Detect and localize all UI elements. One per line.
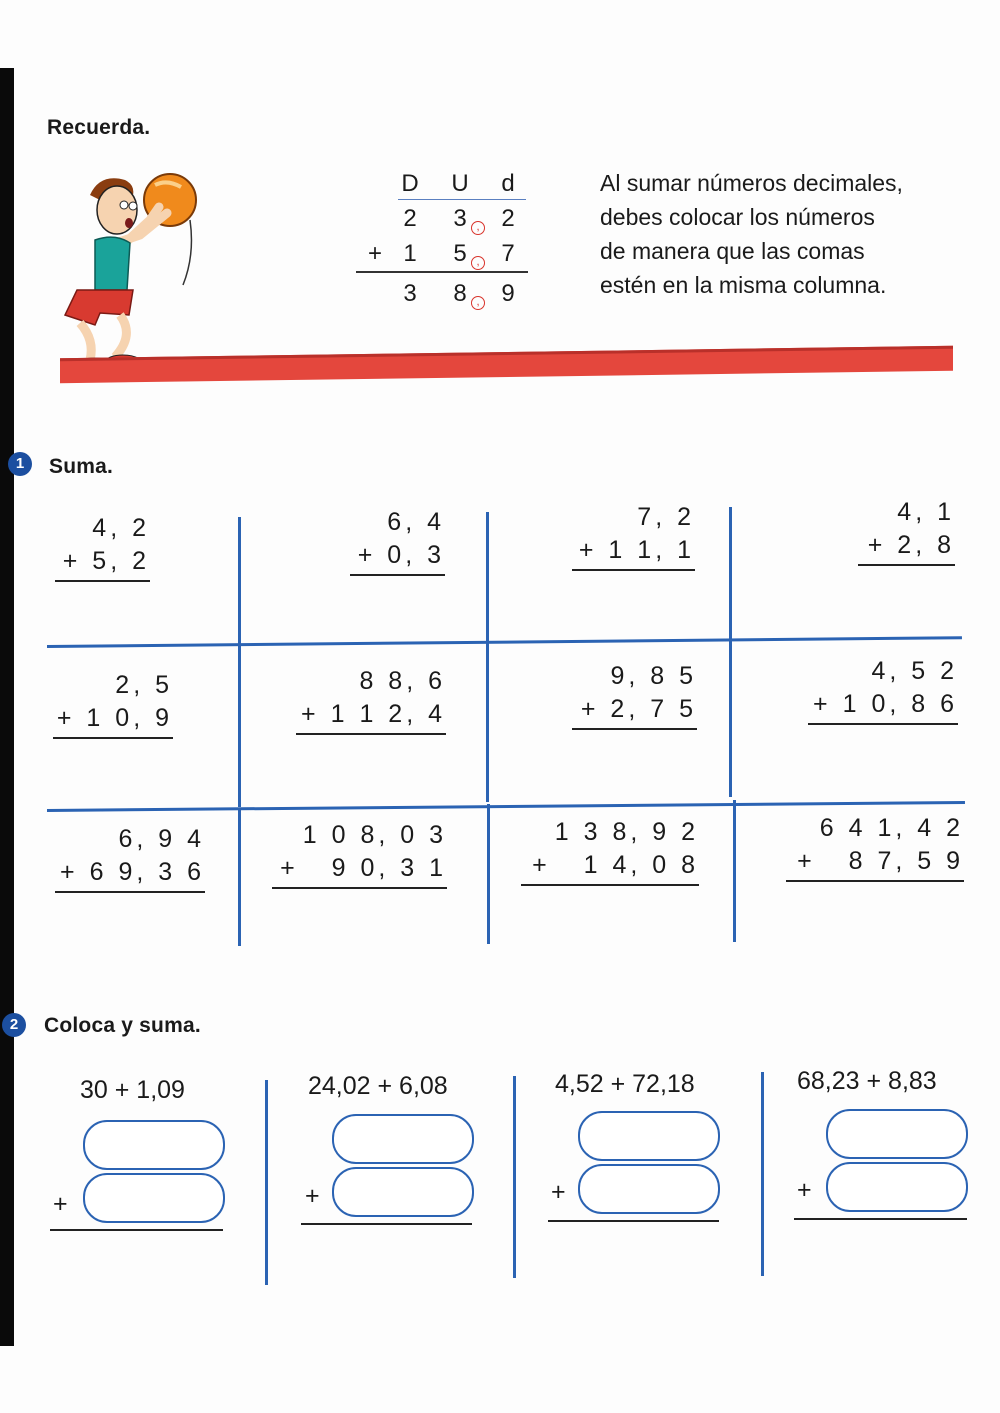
- plus-sign: +: [551, 1178, 566, 1206]
- addition-problem: [53, 669, 173, 739]
- page-binding-edge: [0, 68, 14, 1346]
- tip-line: estén en la misma columna.: [600, 272, 887, 298]
- sum-line: [350, 574, 445, 576]
- sum-line: [548, 1220, 719, 1222]
- addend-bottom: + 2, 8: [867, 531, 955, 559]
- example-result-digit: 3: [403, 280, 417, 307]
- sum-line: [301, 1223, 472, 1225]
- plus-sign: +: [797, 1176, 812, 1204]
- header-underline: [398, 199, 526, 200]
- addend-bottom: + 1 1 2, 4: [301, 700, 446, 728]
- addend-bottom: + 8 7, 5 9: [797, 847, 964, 875]
- answer-box-top[interactable]: [83, 1120, 225, 1170]
- addend-bottom: + 1 0, 8 6: [813, 690, 958, 718]
- answer-box-bottom[interactable]: [332, 1167, 474, 1217]
- grid-divider: [238, 808, 241, 946]
- example-digit: 1: [403, 240, 417, 267]
- addend-bottom: + 6 9, 3 6: [60, 858, 205, 886]
- answer-box-bottom[interactable]: [83, 1173, 225, 1223]
- sum-line: [808, 723, 958, 725]
- addend-top: 1 0 8, 0 3: [302, 821, 447, 849]
- comma-marker: ,: [471, 296, 485, 310]
- addition-problem: [808, 655, 958, 725]
- column-divider: [761, 1072, 764, 1276]
- sum-line: [521, 884, 699, 886]
- sum-line: [55, 580, 150, 582]
- exercise-number-badge: 1: [8, 452, 32, 476]
- example-digit: 2: [403, 205, 417, 232]
- grid-row-divider: [47, 801, 965, 812]
- addend-top: 6 4 1, 4 2: [819, 814, 964, 842]
- column-header-tenths: d: [501, 170, 515, 197]
- tip-line: de manera que las comas: [600, 238, 865, 264]
- addend-top: 6, 9 4: [118, 825, 205, 853]
- addition-problem: [572, 660, 697, 730]
- addend-top: 4, 5 2: [871, 657, 958, 685]
- example-digit: 3: [453, 205, 467, 232]
- addend-bottom: + 9 0, 3 1: [280, 854, 447, 882]
- answer-box-top[interactable]: [332, 1114, 474, 1164]
- column-divider: [513, 1076, 516, 1278]
- addend-bottom: + 0, 3: [357, 541, 445, 569]
- answer-box-top[interactable]: [578, 1111, 720, 1161]
- column-header-units: U: [451, 170, 469, 197]
- addition-problem: [786, 812, 964, 882]
- sum-line: [572, 728, 697, 730]
- answer-box-bottom[interactable]: [826, 1162, 968, 1212]
- example-plus-sign: +: [367, 240, 382, 267]
- grid-divider: [487, 804, 490, 944]
- column-divider: [265, 1080, 268, 1285]
- problem-expression: 30 + 1,09: [80, 1076, 185, 1104]
- addend-top: 4, 2: [92, 514, 150, 542]
- answer-box-bottom[interactable]: [578, 1164, 720, 1214]
- grid-divider: [238, 517, 241, 807]
- grid-divider: [486, 512, 489, 802]
- grid-row-divider: [47, 636, 962, 648]
- sum-line: [53, 737, 173, 739]
- addend-top: 7, 2: [637, 503, 695, 531]
- addition-problem: [55, 823, 205, 893]
- addition-problem: [296, 665, 446, 735]
- addend-top: 9, 8 5: [610, 662, 697, 690]
- example-digit: 2: [501, 205, 515, 232]
- addition-problem: [350, 506, 445, 576]
- exercise1-heading: Suma.: [49, 455, 114, 478]
- addend-top: 2, 5: [115, 671, 173, 699]
- example-sum-line: [356, 271, 528, 273]
- addition-problem: [55, 512, 150, 582]
- addend-bottom: + 1 1, 1: [578, 536, 695, 564]
- sum-line: [272, 887, 447, 889]
- boy-with-ball-illustration: [55, 165, 205, 380]
- addition-problem: [858, 496, 955, 566]
- addition-problem: [572, 501, 695, 571]
- sum-line: [296, 733, 446, 735]
- comma-marker: ,: [471, 256, 485, 270]
- addend-bottom: + 1 4, 0 8: [532, 851, 699, 879]
- exercise-number-badge: 2: [2, 1013, 26, 1037]
- addition-problem: [521, 816, 699, 886]
- example-digit: 5: [453, 240, 467, 267]
- addend-top: 8 8, 6: [359, 667, 446, 695]
- example-result-digit: 9: [501, 280, 515, 307]
- addend-top: 4, 1: [897, 498, 955, 526]
- sum-line: [794, 1218, 967, 1220]
- sum-line: [55, 891, 205, 893]
- exercise2-heading: Coloca y suma.: [44, 1014, 201, 1037]
- grid-divider: [729, 507, 732, 797]
- problem-expression: 4,52 + 72,18: [555, 1070, 695, 1098]
- grid-divider: [733, 800, 736, 942]
- addend-bottom: + 5, 2: [62, 547, 150, 575]
- addend-bottom: + 2, 7 5: [580, 695, 697, 723]
- addend-bottom: + 1 0, 9: [56, 704, 173, 732]
- addend-top: 1 3 8, 9 2: [554, 818, 699, 846]
- remember-tip: [600, 166, 970, 302]
- tip-line: debes colocar los números: [600, 204, 875, 230]
- addend-top: 6, 4: [387, 508, 445, 536]
- plus-sign: +: [305, 1182, 320, 1210]
- sum-line: [572, 569, 695, 571]
- example-digit: 7: [501, 240, 515, 267]
- problem-expression: 68,23 + 8,83: [797, 1067, 937, 1095]
- example-result-digit: 8: [453, 280, 467, 307]
- comma-marker: ,: [471, 221, 485, 235]
- column-header-tens: D: [401, 170, 419, 197]
- sum-line: [858, 564, 955, 566]
- sum-line: [786, 880, 964, 882]
- sum-line: [50, 1229, 223, 1231]
- addition-problem: [272, 819, 447, 889]
- problem-expression: 24,02 + 6,08: [308, 1072, 448, 1100]
- remember-heading: Recuerda.: [47, 116, 151, 139]
- plus-sign: +: [53, 1190, 68, 1218]
- tip-line: Al sumar números decimales,: [600, 170, 903, 196]
- answer-box-top[interactable]: [826, 1109, 968, 1159]
